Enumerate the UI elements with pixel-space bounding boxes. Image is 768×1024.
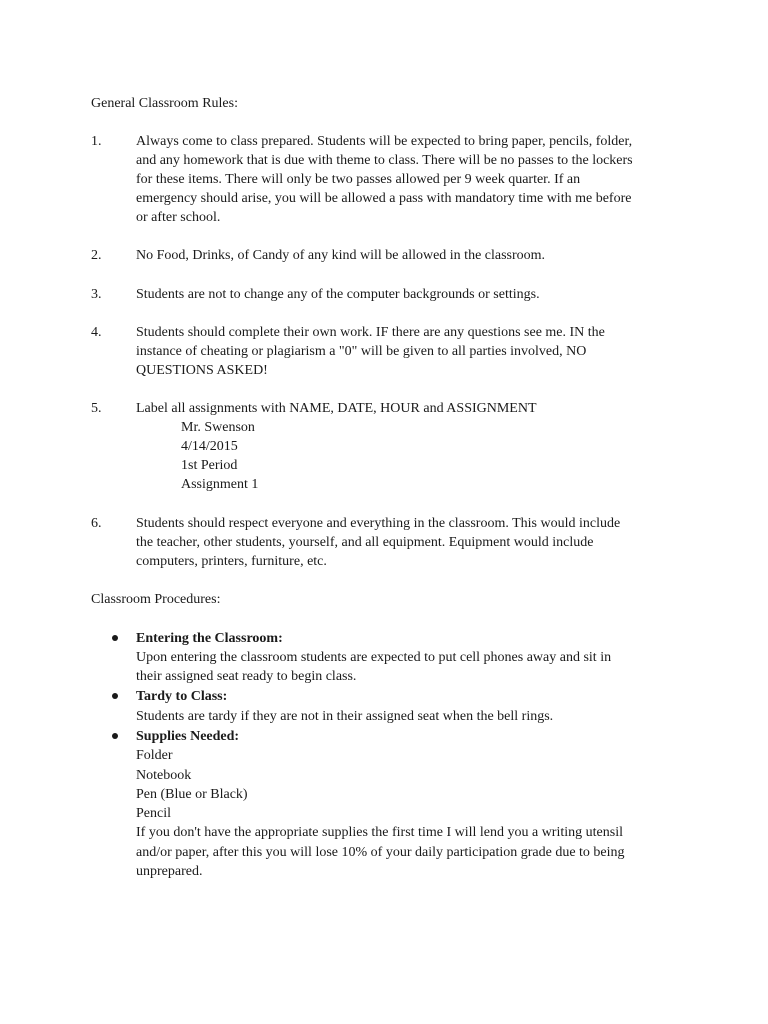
supply-item: Notebook [136, 768, 192, 783]
procedure-text-line: their assigned seat ready to begin class. [136, 669, 357, 684]
bullet-icon [112, 733, 118, 739]
rule-text-line: No Food, Drinks, of Candy of any kind will be allowed in the classroom. [136, 248, 546, 263]
rule-number: 2. [91, 248, 102, 263]
procedures-heading: Classroom Procedures: [91, 592, 221, 607]
rule-text-line: Students should respect everyone and everything in the classroom. This would include [136, 516, 621, 531]
supply-item: Pen (Blue or Black) [136, 787, 248, 802]
rule-number: 6. [91, 516, 102, 531]
rule-text-line: computers, printers, furniture, etc. [136, 554, 327, 569]
procedure-title: Tardy to Class: [136, 689, 228, 704]
procedure-text-line: unprepared. [136, 864, 203, 879]
rule-text-line: Students are not to change any of the computer backgrounds or settings. [136, 287, 540, 302]
rule-text-line: Students should complete their own work. IF there are any questions see me. IN the [136, 325, 605, 340]
rule-number: 4. [91, 325, 102, 340]
rule-number: 1. [91, 134, 102, 149]
rule-text-line: and any homework that is due with theme to class. There will be no passes to the lockers [136, 153, 633, 168]
bullet-icon [112, 693, 118, 699]
procedure-text-line: Students are tardy if they are not in their assigned seat when the bell rings. [136, 709, 554, 724]
bullet-icon [112, 635, 118, 641]
procedure-text-line: Upon entering the classroom students are expected to put cell phones away and sit in [136, 650, 612, 665]
label-example-line: 4/14/2015 [181, 439, 238, 454]
procedure-text-line: and/or paper, after this you will lose 10% of your daily participation grade due to being [136, 845, 625, 860]
rule-text-line: Always come to class prepared. Students will be expected to bring paper, pencils, folder, [136, 134, 633, 149]
procedure-title: Supplies Needed: [136, 729, 240, 744]
rule-number: 3. [91, 287, 102, 302]
rule-text-line: instance of cheating or plagiarism a "0" will be given to all parties involved, NO [136, 344, 587, 359]
procedure-title: Entering the Classroom: [136, 631, 283, 646]
rule-text-line: or after school. [136, 210, 221, 225]
rules-heading: General Classroom Rules: [91, 96, 238, 111]
procedure-text-line: If you don't have the appropriate supplies the first time I will lend you a writing utensil [136, 825, 623, 840]
rule-number: 5. [91, 401, 102, 416]
rule-text-line: emergency should arise, you will be allowed a pass with mandatory time with me before [136, 191, 632, 206]
supply-item: Folder [136, 748, 173, 763]
rule-text-line: the teacher, other students, yourself, and all equipment. Equipment would include [136, 535, 594, 550]
supply-item: Pencil [136, 806, 171, 821]
rule-text-line: QUESTIONS ASKED! [136, 363, 268, 378]
label-example-line: Mr. Swenson [181, 420, 255, 435]
rule-text-line: Label all assignments with NAME, DATE, HOUR and ASSIGNMENT [136, 401, 537, 416]
label-example-line: Assignment 1 [181, 477, 259, 492]
label-example-line: 1st Period [181, 458, 238, 473]
rule-text-line: for these items. There will only be two passes allowed per 9 week quarter. If an [136, 172, 581, 187]
